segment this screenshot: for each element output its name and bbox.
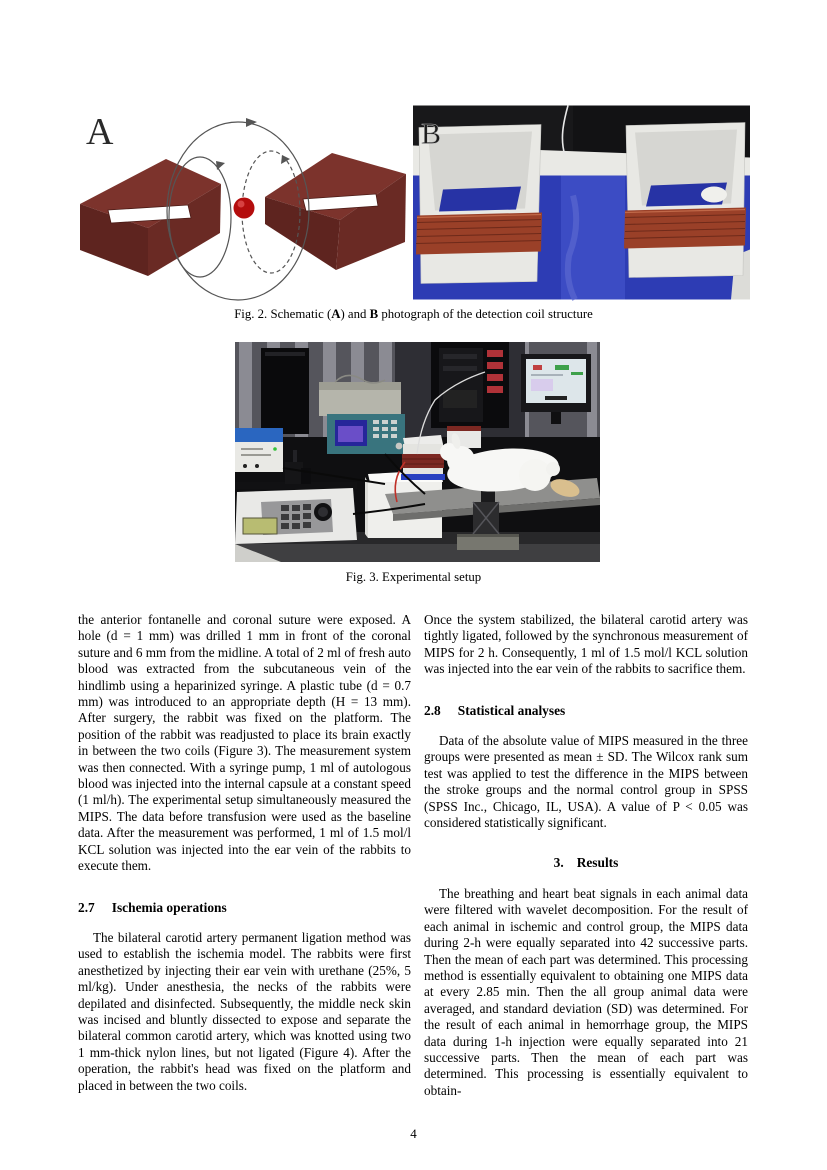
section-number: 3. [553, 855, 564, 871]
paragraph: Once the system stabilized, the bilateral carotid artery was tightly ligated, followed by the synchronous measurement of MIPS for 2 h. Consequently, 1 ml of 1.5 mol/l KCL solution was injected into the ear vein of the rabbits to sacrifice them. [424, 612, 748, 677]
section-title: Ischemia operations [111, 899, 227, 915]
paragraph: The bilateral carotid artery permanent ligation method was used to establish the ischemia model. The rabbits were first anesthetized by injecting their ear vein with urethane (25%, 5 ml/kg). Under anesthesia, the necks of the rabbits were depilated and disinfected. Subsequently, the middle neck skin was incised and bluntly dissected to expose and separate the bilateral common carotid artery, which was knotted using two 1 mm-thick nylon lines, but not ligated (Figure 4). After the operation, the rabbit's head was fixed on the platform and placed in between the two coils. [78, 929, 411, 1093]
figure2 [78, 104, 750, 301]
section-heading-2-8 [424, 703, 748, 719]
right-column [424, 612, 748, 1099]
figure3 [235, 342, 600, 562]
sample-sphere [234, 198, 255, 219]
right-coil-photo [624, 123, 746, 278]
section-number: 2.7 [78, 899, 95, 915]
section-heading-3 [424, 855, 748, 871]
panel-a-label: A [86, 111, 114, 153]
right-pc-tower [431, 342, 509, 428]
figure3-caption: Fig. 3. Experimental setup [345, 570, 482, 584]
figure2-caption [0, 307, 827, 322]
blue-instrument [235, 428, 283, 472]
figure2a-schematic-image [78, 104, 408, 301]
section-title: Statistical analyses [457, 702, 566, 718]
figure2b-photo-image [413, 104, 750, 301]
left-pc-tower [261, 348, 309, 434]
paragraph: Data of the absolute value of MIPS measured in the three groups were presented as mean ± SD. The Wilcox rank sum test was applied to test the difference in the MIPS between the stroke groups and the normal control group in SPSS (SPSS Inc., Chicago, IL, USA). A value of P < 0.05 was considered statistically significant. [424, 733, 748, 831]
paragraph: the anterior fontanelle and coronal suture were exposed. A hole (d = 1 mm) was drilled 1 mm in front of the coronal suture and 6 mm from the midline. A total of 2 ml of fresh auto blood was extracted from the subcutaneous vein of the hindlimb using a heparinized syringe. A plastic tube (d = 0.7 mm) was introduced to an appropriate depth (H = 13 mm). After surgery, the rabbit was fixed on the platform. The position of the rabbit was readjusted to place its brain exactly in between the two coils (Figure 3). The measurement system was then connected. With a syringe pump, 1 ml of autologous blood was injected into the internal capsule at a constant speed (1 ml/h). The experimental setup simultaneously measured the MIPS. The data before transfusion were used as the baseline data. After the measurement was performed, 1 ml of 1.5 mol/l KCL solution was injected into the ear vein of the rabbits to execute them. [78, 612, 411, 874]
left-column [78, 612, 411, 1094]
figure2-caption-text2: ) and [340, 307, 370, 321]
panel-b-label: B [421, 117, 442, 151]
figure2-caption-bold-a: A [331, 307, 341, 321]
section-heading-2-7 [78, 900, 411, 916]
signal-generator [319, 375, 405, 454]
section-number: 2.8 [424, 702, 441, 718]
section-title: Results [576, 855, 619, 871]
figure2-caption-text3: photograph of the detection coil structure [378, 307, 593, 321]
paragraph: The breathing and heart beat signals in each animal data were filtered with wavelet decomposition. For the result of each animal in ischemic and control group, the MIPS data during 2-h were equally separated into 42 successive parts. Then the mean of each part was determined. This processing method is essentially equivalent to obtaining one MIPS data at every 2.85 min. Then the all group animal data were averaged, and standard deviation (SD) was determined. For the result of each animal in hemorrhage group, the MIPS data during 1-h injection were equally separated into 21 successive parts. Then the mean of each part was determined. This processing is essentially equivalent to obtain- [424, 885, 748, 1098]
page-number: 4 [410, 1126, 417, 1141]
figure3-photo-image [235, 342, 600, 562]
figure2-caption-text: Fig. 2. Schematic ( [234, 307, 332, 321]
figure2-caption-bold-b: B [369, 307, 379, 321]
